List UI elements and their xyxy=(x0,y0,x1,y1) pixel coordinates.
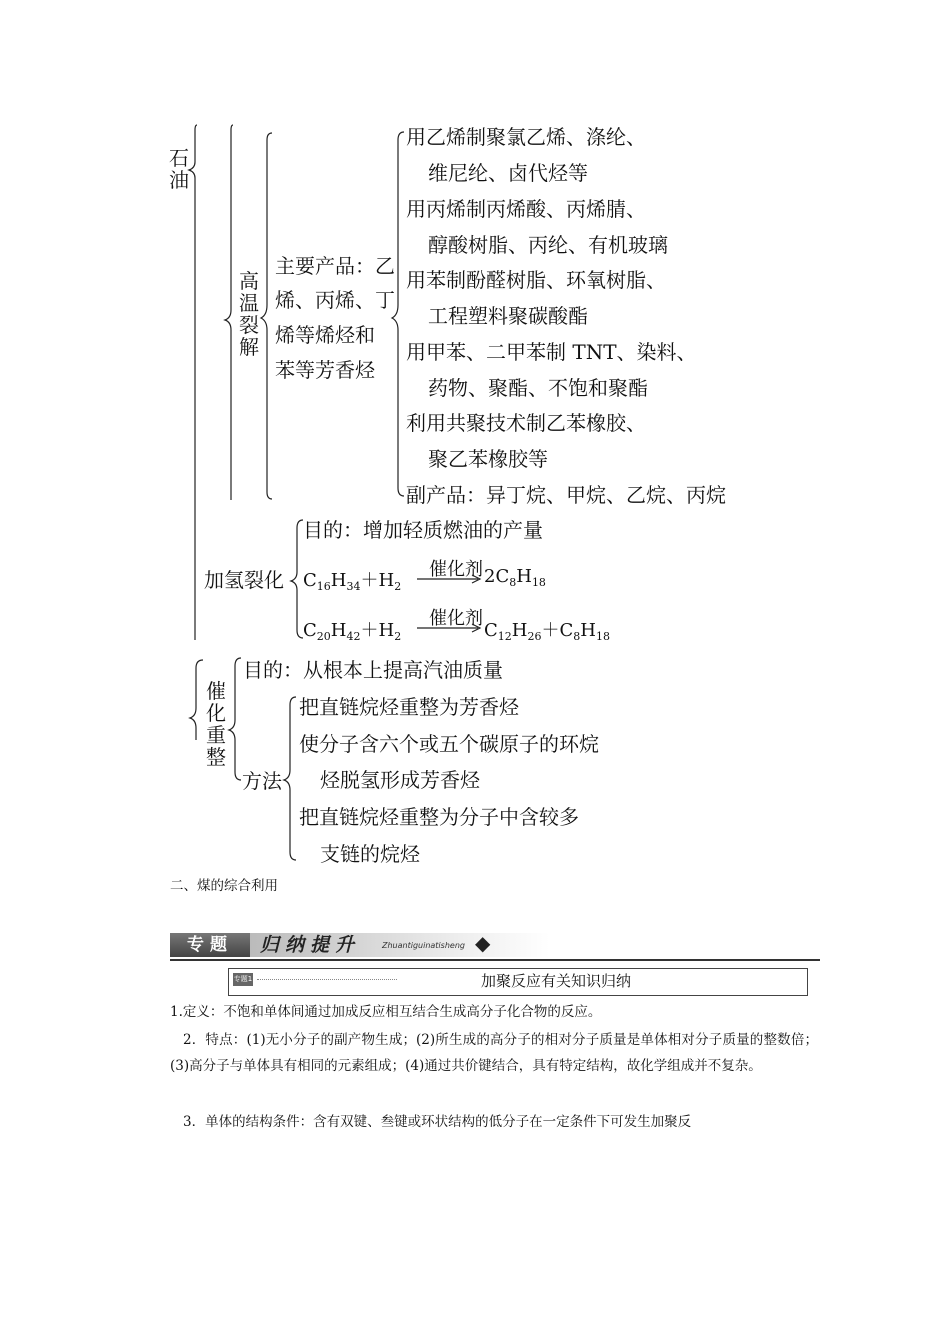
method-line: 支链的烷烃 xyxy=(320,842,420,866)
byproduct-line: 副产品：异丁烷、甲烷、乙烷、丙烷 xyxy=(406,483,726,507)
main-products-line: 苯等芳香烃 xyxy=(275,358,375,382)
method-label: 方法 xyxy=(242,769,282,793)
equation-products: $C_{12}H_{26}+C_8H_{18}$ xyxy=(484,620,610,643)
oil-label: 石油 xyxy=(169,146,189,192)
topic-label: 专题1 xyxy=(233,973,253,986)
use-line: 聚乙苯橡胶等 xyxy=(428,447,548,471)
use-line: 醇酸树脂、丙纶、有机玻璃 xyxy=(428,233,668,257)
method-line: 把直链烷烃重整为芳香烃 xyxy=(299,695,519,719)
hydrocracking-label: 加氢裂化 xyxy=(204,568,284,592)
method-line: 把直链烷烃重整为分子中含较多 xyxy=(299,805,579,829)
equation-reactants: $C_{20}H_{42}+H_2$ xyxy=(303,620,402,643)
paragraph-definition: 1.定义：不饱和单体间通过加成反应相互结合生成高分子化合物的反应。 xyxy=(170,1004,602,1020)
catalyst-label: 催化剂 xyxy=(429,608,483,629)
method-line: 使分子含六个或五个碳原子的环烷 xyxy=(299,732,599,756)
use-line: 维尼纶、卤代烃等 xyxy=(428,161,588,185)
paragraph-features: 2．特点：(1)无小分子的副产物生成；(2)所生成的高分子的相对分子质量是单体相对分子质量的整数倍；(3)高分子与单体具有相同的元素组成；(4)通过共价键结合，具有特定结构，故化学组成并不复杂。 xyxy=(170,1032,818,1074)
banner-rule xyxy=(170,959,820,961)
summary-banner xyxy=(170,931,820,961)
method-line: 烃脱氢形成芳香烃 xyxy=(320,768,480,792)
topic-box xyxy=(228,968,808,996)
use-line: 用苯制酚醛树脂、环氧树脂、 xyxy=(406,268,666,292)
use-line: 药物、聚酯、不饱和聚酯 xyxy=(428,376,648,400)
banner-tag: 专题 xyxy=(170,933,250,957)
topic-dotted-line xyxy=(257,979,397,980)
main-products-line: 烯等烯烃和 xyxy=(275,323,375,347)
equation-products: $2C_8H_{18}$ xyxy=(484,566,546,589)
banner-title: 归纳提升 xyxy=(260,934,361,956)
use-line: 用甲苯、二甲苯制 TNT、染料、 xyxy=(406,340,697,364)
reforming-label: 催化重整 xyxy=(206,679,226,769)
diamond-arrow-icon: ◆ xyxy=(475,931,491,955)
use-line: 利用共聚技术制乙苯橡胶、 xyxy=(406,411,646,435)
main-products-line: 主要产品：乙 xyxy=(275,254,395,278)
paragraph-monomer: 3．单体的结构条件：含有双键、叁键或环状结构的低分子在一定条件下可发生加聚反 xyxy=(183,1114,692,1130)
use-line: 工程塑料聚碳酸酯 xyxy=(428,304,588,328)
hydrocracking-purpose: 目的：增加轻质燃油的产量 xyxy=(303,518,543,542)
use-line: 用乙烯制聚氯乙烯、涤纶、 xyxy=(406,125,646,149)
section-heading: 二、煤的综合利用 xyxy=(170,878,278,894)
use-line: 用丙烯制丙烯酸、丙烯腈、 xyxy=(406,197,646,221)
reforming-purpose: 目的：从根本上提高汽油质量 xyxy=(243,658,503,682)
catalyst-label: 催化剂 xyxy=(429,559,483,580)
banner-pinyin: Zhuantiguinatisheng xyxy=(382,941,465,950)
main-products-line: 烯、丙烯、丁 xyxy=(275,288,395,312)
cracking-label: 高温裂解 xyxy=(239,269,259,359)
equation-reactants: $C_{16}H_{34}+H_2$ xyxy=(303,570,402,593)
topic-title: 加聚反应有关知识归纳 xyxy=(481,972,632,990)
